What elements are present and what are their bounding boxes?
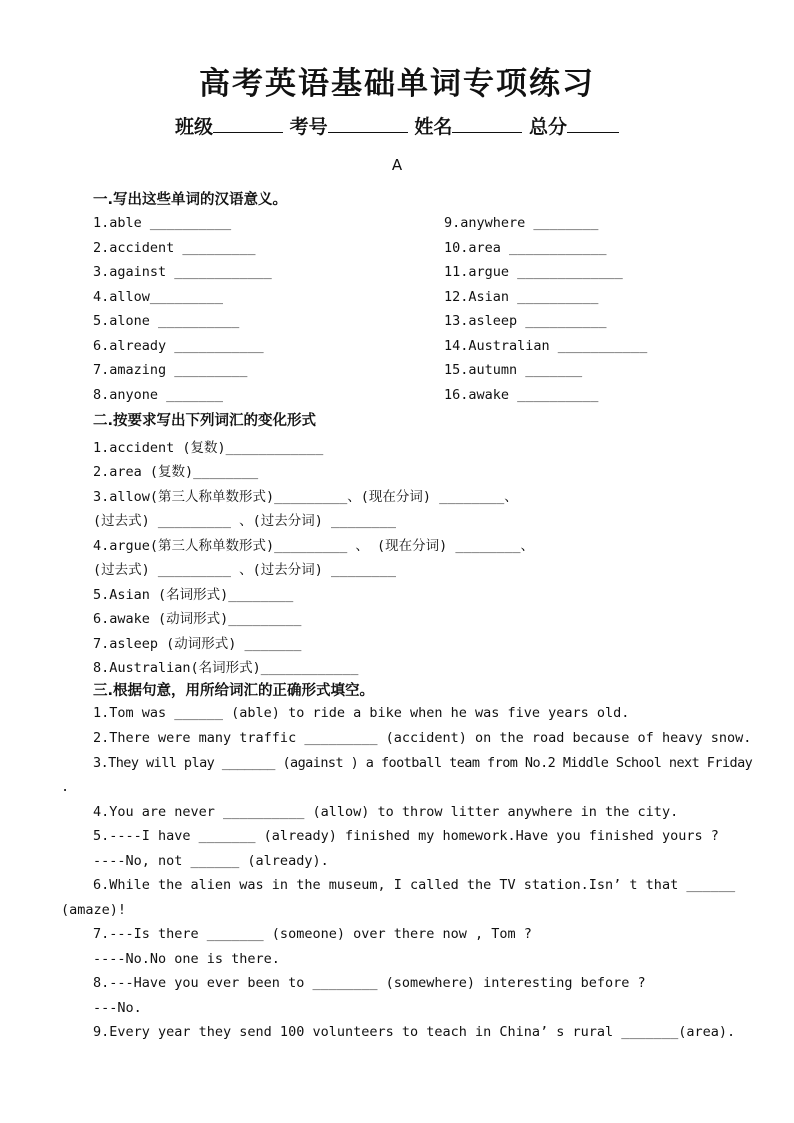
part3-item: 6.While the alien was in the museum, I called the TV station.Isn’ t that ______ [93, 877, 736, 893]
part1-item: 14.Australian ___________ [444, 337, 648, 354]
part1-heading: 一.写出这些单词的汉语意义。 [93, 192, 288, 208]
part2-item: 3.allow(第三人称单数形式)_________、(现在分词) ________、 [93, 488, 518, 505]
part2-item: 8.Australian(名词形式)____________ [93, 660, 359, 676]
part2-item: 2.area (复数)________ [93, 464, 259, 480]
part2-item: 5.Asian (名词形式)________ [93, 586, 294, 603]
part1-item: 5.alone __________ [93, 313, 240, 329]
part3-item: 5.----I have _______ (already) finished my homework.Have you finished yours ? [93, 828, 719, 844]
class-label: 班级 [175, 116, 214, 138]
part3-item: 7.---Is there _______ (someone) over there now , Tom ? [93, 926, 532, 942]
part3-item: 3.They will play _______ (against ) a football team from No.2 Middle School next Friday [93, 755, 753, 771]
exam-number-label: 考号 [289, 116, 328, 138]
part1-item: 2.accident _________ [93, 239, 256, 256]
part3-item: . [61, 779, 70, 795]
part3-heading: 三.根据句意，用所给词汇的正确形式填空。 [93, 683, 375, 699]
part1-item: 11.argue _____________ [444, 264, 623, 280]
part1-item: 12.Asian __________ [444, 288, 599, 305]
part3-item: ----No, not ______ (already). [93, 853, 329, 869]
total-score-blank[interactable] [567, 114, 619, 133]
part2-heading: 二.按要求写出下列词汇的变化形式 [93, 413, 317, 429]
part2-item: (过去式) _________ 、(过去分词) ________ [93, 562, 397, 578]
part1-item: 10.area ____________ [444, 239, 607, 256]
part3-item: 8.---Have you ever been to ________ (somewhere) interesting before ? [93, 975, 646, 991]
part1-item: 8.anyone _______ [93, 386, 224, 403]
part3-item: ---No. [93, 1000, 142, 1016]
name-label: 姓名 [414, 116, 453, 138]
part1-item: 4.allow_________ [93, 288, 224, 305]
part1-item: 7.amazing _________ [93, 362, 248, 378]
part1-item: 3.against ____________ [93, 264, 272, 280]
part2-item: 7.asleep (动词形式) _______ [93, 635, 302, 652]
page-title: 高考英语基础单词专项练习 [199, 66, 595, 102]
name-blank[interactable] [452, 114, 522, 133]
exam-number-blank[interactable] [328, 114, 408, 133]
part1-item: 13.asleep __________ [444, 313, 607, 329]
part3-item: 2.There were many traffic _________ (accident) on the road because of heavy snow. [93, 730, 752, 746]
part1-item: 1.able __________ [93, 215, 232, 231]
part1-item: 6.already ___________ [93, 337, 264, 354]
part2-item: (过去式) _________ 、(过去分词) ________ [93, 513, 397, 529]
part3-item: (amaze)! [61, 902, 127, 918]
part2-item: 1.accident (复数)____________ [93, 440, 324, 456]
part3-item: 9.Every year they send 100 volunteers to teach in China’ s rural _______(area). [93, 1024, 736, 1040]
part2-item: 6.awake (动词形式)_________ [93, 611, 302, 627]
total-score-label: 总分 [528, 116, 567, 138]
section-letter: A [391, 156, 403, 174]
part1-item: 16.awake __________ [444, 386, 599, 403]
part3-item: ----No.No one is there. [93, 951, 280, 967]
part1-item: 9.anywhere ________ [444, 215, 599, 231]
part2-item: 4.argue(第三人称单数形式)_________ 、 (现在分词) ________、 [93, 537, 534, 554]
part1-item: 15.autumn _______ [444, 362, 583, 378]
class-blank[interactable] [213, 114, 283, 133]
part3-item: 1.Tom was ______ (able) to ride a bike when he was five years old. [93, 705, 630, 721]
part3-item: 4.You are never __________ (allow) to throw litter anywhere in the city. [93, 804, 679, 820]
student-info-line [0, 112, 794, 139]
